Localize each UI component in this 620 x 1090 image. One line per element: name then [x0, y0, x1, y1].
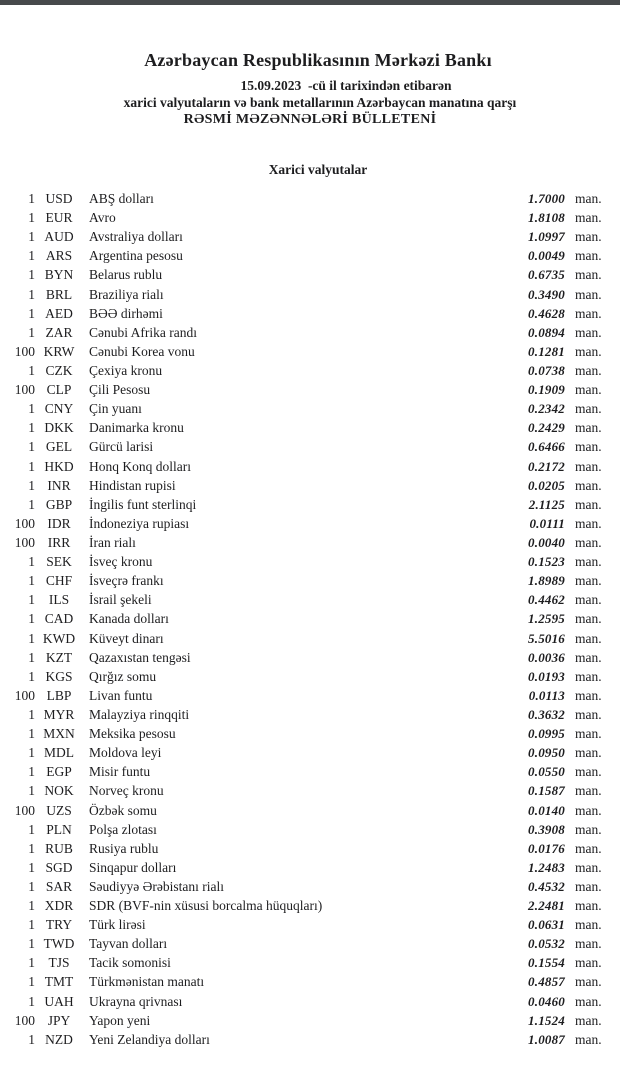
currency-name-cell: Norveç kronu — [89, 783, 164, 799]
currency-code-cell: ILS — [48, 592, 70, 608]
currency-name-cell: İsveç kronu — [89, 554, 153, 570]
bulletin-title: RƏSMİ MƏZƏNNƏLƏRİ BÜLLETENİ — [183, 112, 437, 127]
table-row — [0, 208, 620, 227]
rate-value-cell: 0.0995 — [528, 726, 565, 742]
unit-cell: man. — [575, 802, 602, 818]
quantity-cell: 1 — [28, 764, 35, 780]
quantity-cell: 1 — [28, 439, 35, 455]
currency-code-cell: RUB — [45, 840, 73, 856]
table-row — [0, 762, 620, 781]
quantity-cell: 1 — [28, 936, 35, 952]
unit-cell: man. — [575, 420, 602, 436]
quantity-cell: 1 — [28, 420, 35, 436]
quantity-cell: 1 — [28, 477, 35, 493]
window-top-bar — [0, 0, 620, 5]
table-row — [0, 361, 620, 380]
currency-name-cell: Sinqapur dolları — [89, 859, 177, 875]
currency-code-cell: GBP — [45, 496, 73, 512]
table-row — [0, 457, 620, 476]
rate-value-cell: 0.1523 — [528, 554, 565, 570]
unit-cell: man. — [575, 821, 602, 837]
table-row — [0, 342, 620, 361]
rate-value-cell: 1.0087 — [528, 1031, 565, 1047]
table-row — [0, 380, 620, 399]
table-row — [0, 1011, 620, 1030]
quantity-cell: 1 — [28, 362, 35, 378]
currency-name-cell: Çexiya kronu — [89, 362, 163, 378]
currency-code-cell: TRY — [45, 917, 73, 933]
rate-value-cell: 2.2481 — [528, 898, 565, 914]
quantity-cell: 1 — [28, 191, 35, 206]
unit-cell: man. — [575, 726, 602, 742]
unit-cell: man. — [575, 286, 602, 302]
unit-cell: man. — [575, 554, 602, 570]
unit-cell: man. — [575, 573, 602, 589]
unit-cell: man. — [575, 343, 602, 359]
quantity-cell: 1 — [28, 668, 35, 684]
currency-code-cell: EUR — [45, 210, 73, 226]
quantity-cell: 1 — [28, 229, 35, 245]
currency-code-cell: SGD — [45, 859, 73, 875]
table-row — [0, 705, 620, 724]
table-row — [0, 323, 620, 342]
rate-value-cell: 0.0532 — [528, 936, 565, 952]
rate-value-cell: 1.2483 — [528, 859, 565, 875]
currency-name-cell: Avro — [89, 210, 116, 226]
currency-name-cell: Cənubi Afrika randı — [89, 324, 197, 340]
quantity-cell: 1 — [28, 878, 35, 894]
rate-value-cell: 0.2342 — [528, 401, 565, 417]
unit-cell: man. — [575, 840, 602, 856]
effective-date-line: 15.09.2023 -cü il tarixindən etibarən — [240, 78, 452, 93]
currency-code-cell: EGP — [46, 764, 72, 780]
rate-value-cell: 0.0738 — [528, 362, 565, 378]
quantity-cell: 1 — [28, 267, 35, 283]
quantity-cell: 1 — [28, 458, 35, 474]
quantity-cell: 100 — [14, 802, 35, 818]
unit-cell: man. — [575, 362, 602, 378]
rate-value-cell: 1.8989 — [528, 573, 565, 589]
table-row — [0, 915, 620, 934]
rate-value-cell: 2.1125 — [528, 496, 565, 512]
rate-value-cell: 0.1909 — [528, 382, 565, 398]
currency-code-cell: MYR — [43, 706, 75, 722]
unit-cell: man. — [575, 706, 602, 722]
rate-value-cell: 0.2429 — [528, 420, 565, 436]
rate-value-cell: 0.0176 — [528, 840, 565, 856]
quantity-cell: 1 — [28, 726, 35, 742]
unit-cell: man. — [575, 993, 602, 1009]
rate-value-cell: 1.8108 — [528, 210, 565, 226]
currency-name-cell: Moldova leyi — [89, 745, 162, 761]
rate-value-cell: 0.0140 — [528, 802, 565, 818]
rate-value-cell: 0.4628 — [528, 305, 565, 321]
rate-value-cell: 0.6735 — [528, 267, 565, 283]
unit-cell: man. — [575, 1012, 602, 1028]
quantity-cell: 1 — [28, 286, 35, 302]
currency-code-cell: DKK — [44, 420, 74, 436]
table-row — [0, 552, 620, 571]
table-row — [0, 686, 620, 705]
table-row — [0, 399, 620, 418]
currency-name-cell: Səudiyyə Ərəbistanı rialı — [89, 878, 224, 894]
currency-code-cell: KGS — [45, 668, 73, 684]
currency-name-cell: Çin yuanı — [89, 401, 142, 417]
table-row — [0, 265, 620, 284]
rate-value-cell: 0.0036 — [528, 649, 565, 665]
bank-name-title: Azərbaycan Respublikasının Mərkəzi Bankı — [144, 50, 492, 70]
currency-code-cell: TJS — [48, 955, 70, 971]
currency-code-cell: AED — [45, 305, 73, 321]
unit-cell: man. — [575, 936, 602, 952]
quantity-cell: 1 — [28, 1031, 35, 1047]
rate-value-cell: 0.0631 — [528, 917, 565, 933]
currency-name-cell: Çili Pesosu — [89, 382, 151, 398]
currency-code-cell: TMT — [44, 974, 74, 990]
quantity-cell: 1 — [28, 630, 35, 646]
currency-code-cell: CLP — [46, 382, 72, 398]
unit-cell: man. — [575, 745, 602, 761]
table-row — [0, 972, 620, 991]
quantity-cell: 100 — [14, 343, 35, 359]
quantity-cell: 100 — [14, 687, 35, 703]
rate-value-cell: 0.0049 — [528, 248, 565, 264]
quantity-cell: 1 — [28, 554, 35, 570]
unit-cell: man. — [575, 859, 602, 875]
unit-cell: man. — [575, 955, 602, 971]
table-row — [0, 227, 620, 246]
quantity-cell: 1 — [28, 305, 35, 321]
currency-code-cell: HKD — [44, 458, 74, 474]
unit-cell: man. — [575, 668, 602, 684]
currency-code-cell: CNY — [44, 401, 74, 417]
table-row — [0, 514, 620, 533]
unit-cell: man. — [575, 515, 602, 531]
rate-value-cell: 0.6466 — [528, 439, 565, 455]
unit-cell: man. — [575, 496, 602, 512]
currency-name-cell: Tacik somonisi — [89, 955, 171, 971]
table-row — [0, 590, 620, 609]
table-row — [0, 781, 620, 800]
unit-cell: man. — [575, 630, 602, 646]
table-row — [0, 724, 620, 743]
unit-cell: man. — [575, 305, 602, 321]
currency-code-cell: XDR — [44, 898, 74, 914]
unit-cell: man. — [575, 458, 602, 474]
table-row — [0, 189, 620, 208]
unit-cell: man. — [575, 649, 602, 665]
currency-name-cell: Argentina pesosu — [89, 248, 183, 264]
currency-code-cell: NZD — [45, 1031, 73, 1047]
rate-value-cell: 0.0193 — [528, 668, 565, 684]
currency-name-cell: Qırğız somu — [89, 668, 157, 684]
unit-cell: man. — [575, 439, 602, 455]
currency-name-cell: Tayvan dolları — [89, 936, 168, 952]
quantity-cell: 1 — [28, 974, 35, 990]
currency-code-cell: TWD — [43, 936, 75, 952]
rate-value-cell: 0.1587 — [528, 783, 565, 799]
currency-name-cell: Malayziya rinqqiti — [89, 706, 190, 722]
currency-code-cell: SEK — [46, 554, 72, 570]
rate-value-cell: 1.1524 — [528, 1012, 565, 1028]
currency-name-cell: ABŞ dolları — [89, 191, 154, 206]
quantity-cell: 1 — [28, 496, 35, 512]
currency-name-cell: Rusiya rublu — [89, 840, 159, 856]
quantity-cell: 1 — [28, 898, 35, 914]
currency-code-cell: UAH — [44, 993, 74, 1009]
rate-value-cell: 0.0550 — [528, 764, 565, 780]
rate-value-cell: 0.4532 — [528, 878, 565, 894]
currency-name-cell: Türkmənistan manatı — [89, 974, 205, 990]
quantity-cell: 1 — [28, 821, 35, 837]
table-row — [0, 495, 620, 514]
rate-value-cell: 1.0997 — [528, 229, 565, 245]
table-row — [0, 476, 620, 495]
rate-value-cell: 0.0113 — [528, 687, 565, 703]
currency-code-cell: INR — [47, 477, 71, 493]
table-row — [0, 801, 620, 820]
currency-name-cell: Türk lirəsi — [89, 917, 146, 933]
currency-code-cell: ZAR — [45, 324, 73, 340]
currency-code-cell: PLN — [46, 821, 72, 837]
unit-cell: man. — [575, 687, 602, 703]
currency-code-cell: CZK — [45, 362, 73, 378]
currency-name-cell: Meksika pesosu — [89, 726, 176, 742]
quantity-cell: 100 — [14, 515, 35, 531]
rate-value-cell: 0.1554 — [528, 955, 565, 971]
quantity-cell: 1 — [28, 917, 35, 933]
currency-name-cell: Yapon yeni — [89, 1012, 151, 1028]
table-row — [0, 533, 620, 552]
currency-name-cell: Misir funtu — [89, 764, 151, 780]
currency-name-cell: SDR (BVF-nin xüsusi borcalma hüquqları) — [89, 898, 323, 914]
unit-cell: man. — [575, 191, 602, 206]
table-row — [0, 246, 620, 265]
currency-code-cell: IDR — [47, 515, 71, 531]
table-row — [0, 896, 620, 915]
unit-cell: man. — [575, 783, 602, 799]
currency-code-cell: JPY — [47, 1012, 71, 1028]
currency-name-cell: Livan funtu — [89, 687, 153, 703]
currency-name-cell: Polşa zlotası — [89, 821, 157, 837]
exchange-rates-table — [0, 189, 620, 1049]
quantity-cell: 1 — [28, 611, 35, 627]
currency-name-cell: Avstraliya dolları — [89, 229, 183, 245]
quantity-cell: 1 — [28, 993, 35, 1009]
rate-value-cell: 0.3490 — [528, 286, 565, 302]
table-row — [0, 648, 620, 667]
currency-name-cell: Yeni Zelandiya dolları — [89, 1031, 210, 1047]
rate-value-cell: 0.3908 — [528, 821, 565, 837]
quantity-cell: 1 — [28, 859, 35, 875]
table-row — [0, 839, 620, 858]
rate-value-cell: 1.7000 — [528, 191, 565, 206]
table-row — [0, 571, 620, 590]
quantity-cell: 1 — [28, 401, 35, 417]
table-row — [0, 858, 620, 877]
unit-cell: man. — [575, 1031, 602, 1047]
quantity-cell: 1 — [28, 324, 35, 340]
currency-code-cell: SAR — [45, 878, 73, 894]
unit-cell: man. — [575, 248, 602, 264]
currency-code-cell: GEL — [45, 439, 73, 455]
table-row — [0, 609, 620, 628]
currency-code-cell: CAD — [44, 611, 74, 627]
unit-cell: man. — [575, 878, 602, 894]
currency-name-cell: İndoneziya rupiası — [89, 515, 190, 531]
rate-value-cell: 0.0205 — [528, 477, 565, 493]
currency-code-cell: USD — [45, 191, 73, 206]
currency-code-cell: CHF — [45, 573, 73, 589]
table-row — [0, 418, 620, 437]
currency-name-cell: Hindistan rupisi — [89, 477, 176, 493]
currency-code-cell: UZS — [46, 802, 72, 818]
quantity-cell: 1 — [28, 840, 35, 856]
currency-code-cell: NOK — [44, 783, 74, 799]
quantity-cell: 1 — [28, 783, 35, 799]
currency-name-cell: Belarus rublu — [89, 267, 163, 283]
table-row — [0, 992, 620, 1011]
currency-code-cell: MXN — [43, 726, 75, 742]
currency-code-cell: MDL — [44, 745, 74, 761]
table-row — [0, 820, 620, 839]
quantity-cell: 1 — [28, 649, 35, 665]
unit-cell: man. — [575, 477, 602, 493]
quantity-cell: 1 — [28, 248, 35, 264]
unit-cell: man. — [575, 229, 602, 245]
rate-value-cell: 0.0040 — [528, 534, 565, 550]
unit-cell: man. — [575, 974, 602, 990]
table-row — [0, 1030, 620, 1049]
currency-code-cell: KWD — [42, 630, 76, 646]
currency-name-cell: Kanada dolları — [89, 611, 169, 627]
quantity-cell: 100 — [14, 382, 35, 398]
rate-value-cell: 5.5016 — [528, 630, 565, 646]
table-row — [0, 437, 620, 456]
currency-code-cell: LBP — [46, 687, 72, 703]
quantity-cell: 1 — [28, 210, 35, 226]
currency-name-cell: Ukrayna qrivnası — [89, 993, 183, 1009]
rate-value-cell: 0.0111 — [529, 515, 565, 531]
currency-name-cell: Küveyt dinarı — [89, 630, 164, 646]
rate-value-cell: 0.4857 — [528, 974, 565, 990]
currency-name-cell: Qazaxıstan tengəsi — [89, 649, 191, 665]
currency-name-cell: İsveçrə frankı — [89, 573, 164, 589]
unit-cell: man. — [575, 898, 602, 914]
unit-cell: man. — [575, 917, 602, 933]
table-row — [0, 629, 620, 648]
quantity-cell: 100 — [14, 534, 35, 550]
table-row — [0, 877, 620, 896]
currency-name-cell: Cənubi Korea vonu — [89, 343, 195, 359]
currency-code-cell: AUD — [44, 229, 74, 245]
unit-cell: man. — [575, 267, 602, 283]
rate-value-cell: 0.0950 — [528, 745, 565, 761]
quantity-cell: 1 — [28, 573, 35, 589]
unit-cell: man. — [575, 401, 602, 417]
table-row — [0, 304, 620, 323]
currency-name-cell: Honq Konq dolları — [89, 458, 191, 474]
rate-value-cell: 0.1281 — [528, 343, 565, 359]
currency-name-cell: BƏƏ dirhəmi — [89, 305, 163, 321]
rate-value-cell: 0.0894 — [528, 324, 565, 340]
currency-name-cell: Özbək somu — [89, 802, 157, 818]
currency-name-cell: Braziliya rialı — [89, 286, 164, 302]
currency-name-cell: İran rialı — [89, 534, 136, 550]
quantity-cell: 1 — [28, 592, 35, 608]
unit-cell: man. — [575, 592, 602, 608]
table-row — [0, 934, 620, 953]
table-row — [0, 285, 620, 304]
rate-value-cell: 0.2172 — [528, 458, 565, 474]
table-row — [0, 667, 620, 686]
quantity-cell: 1 — [28, 706, 35, 722]
rate-value-cell: 0.3632 — [528, 706, 565, 722]
rate-value-cell: 1.2595 — [528, 611, 565, 627]
quantity-cell: 1 — [28, 745, 35, 761]
quantity-cell: 1 — [28, 955, 35, 971]
rate-value-cell: 0.4462 — [528, 592, 565, 608]
currency-code-cell: IRR — [47, 534, 71, 550]
table-row — [0, 953, 620, 972]
unit-cell: man. — [575, 382, 602, 398]
quantity-cell: 100 — [14, 1012, 35, 1028]
currency-code-cell: ARS — [45, 248, 73, 264]
currency-code-cell: KRW — [43, 343, 75, 359]
unit-cell: man. — [575, 534, 602, 550]
currency-name-cell: Danimarka kronu — [89, 420, 184, 436]
table-row — [0, 743, 620, 762]
currency-name-cell: Gürcü larisi — [89, 439, 154, 455]
unit-cell: man. — [575, 324, 602, 340]
unit-cell: man. — [575, 611, 602, 627]
currency-code-cell: KZT — [45, 649, 73, 665]
section-title-foreign-currencies: Xarici valyutalar — [268, 162, 368, 177]
unit-cell: man. — [575, 764, 602, 780]
currency-code-cell: BYN — [44, 267, 74, 283]
currency-name-cell: İngilis funt sterlinqi — [89, 496, 197, 512]
unit-cell: man. — [575, 210, 602, 226]
rate-value-cell: 0.0460 — [528, 993, 565, 1009]
currency-name-cell: İsrail şekeli — [89, 592, 152, 608]
currency-code-cell: BRL — [45, 286, 73, 302]
scope-line: xarici valyutaların və bank metallarının Azərbaycan manatına qarşı — [123, 95, 517, 110]
